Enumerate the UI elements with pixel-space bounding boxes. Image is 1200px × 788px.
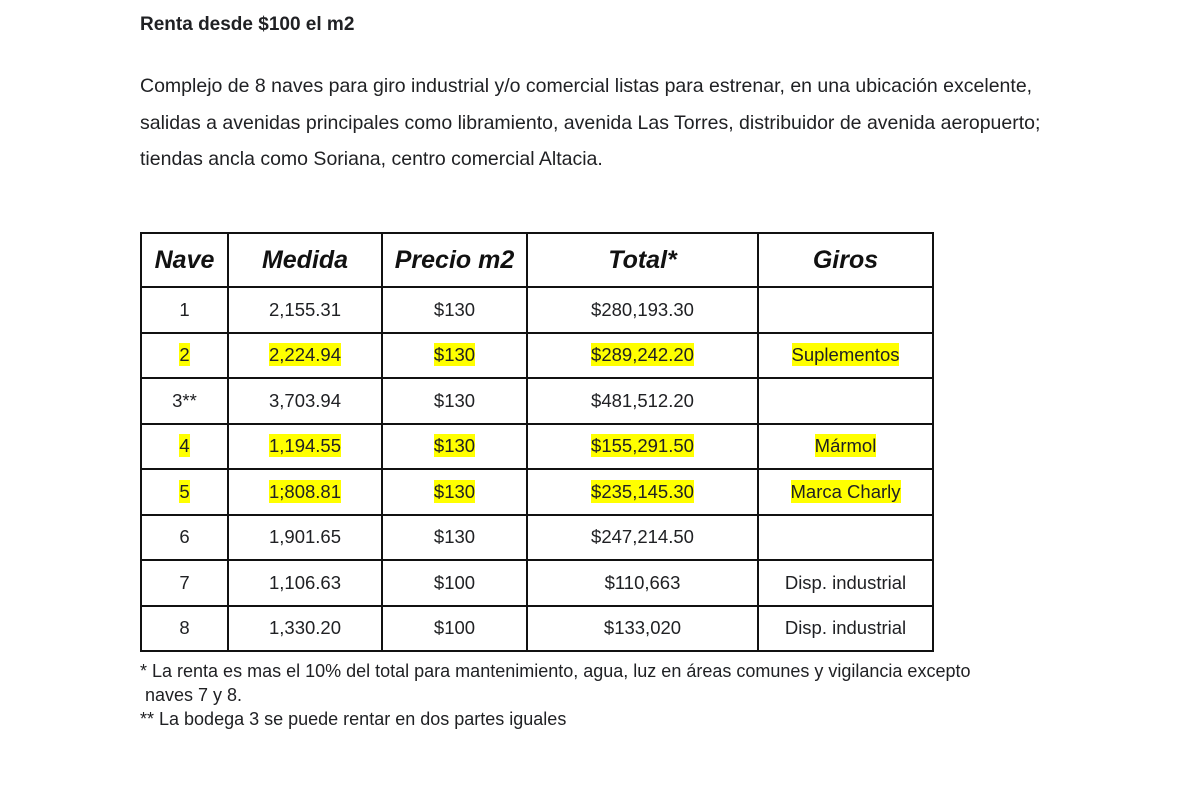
cell-medida [228, 560, 382, 606]
cell-precio [382, 515, 527, 561]
cell-medida-text: 1,106.63 [268, 571, 341, 593]
cell-precio-text: $130 [433, 526, 476, 548]
cell-precio [382, 333, 527, 379]
cell-nave-text: 7 [179, 571, 190, 593]
table-header-row [141, 233, 933, 287]
cell-total [527, 469, 758, 515]
cell-total-text: $110,663 [604, 571, 681, 593]
cell-medida-text: 1,901.65 [268, 526, 341, 548]
cell-nave-text: 8 [179, 617, 190, 639]
cell-medida [228, 333, 382, 379]
cell-total [527, 287, 758, 333]
cell-total-text: $133,020 [603, 617, 682, 639]
intro-paragraph: Complejo de 8 naves para giro industrial y/o comercial listas para estrenar, en una ubicación excelente, salidas a avenidas principales como libramiento, avenida Las Torres, distribuidor de avenida aeropuerto; tiendas ancla como Soriana, centro comercial Altacia. [140, 75, 1041, 170]
cell-nave-text: 5 [179, 480, 190, 502]
cell-nave [141, 378, 228, 424]
cell-giro-text: Mármol [814, 435, 877, 457]
cell-medida-text: 1,330.20 [268, 617, 341, 639]
cell-medida-text: 1,194.55 [268, 435, 341, 457]
cell-medida [228, 515, 382, 561]
footnote-total-continued: naves 7 y 8. [140, 685, 243, 705]
cell-total-text: $155,291.50 [591, 435, 694, 457]
cell-precio-text: $130 [433, 435, 476, 457]
cell-nave-text: 6 [179, 526, 190, 548]
cell-nave-text: 1 [179, 298, 190, 320]
header-giros: Giros [758, 233, 933, 287]
cell-nave [141, 606, 228, 652]
cell-giro [758, 560, 933, 606]
cell-precio-text: $100 [433, 617, 476, 639]
cell-precio-text: $130 [433, 344, 476, 366]
cell-precio-text: $130 [433, 480, 476, 502]
cell-medida-text: 2,155.31 [268, 298, 341, 320]
table-row [141, 560, 933, 606]
cell-nave [141, 560, 228, 606]
cell-total [527, 515, 758, 561]
header-nave: Nave [141, 233, 228, 287]
cell-giro-text: Disp. industrial [784, 617, 907, 639]
cell-nave [141, 287, 228, 333]
cell-medida [228, 606, 382, 652]
cell-giro-text: Suplementos [791, 344, 900, 366]
cell-total-text: $289,242.20 [591, 344, 694, 366]
cell-total [527, 378, 758, 424]
header-total: Total* [527, 233, 758, 287]
naves-table [140, 232, 934, 652]
cell-precio [382, 560, 527, 606]
cell-precio [382, 424, 527, 470]
cell-precio [382, 378, 527, 424]
cell-precio [382, 287, 527, 333]
table-row [141, 606, 933, 652]
cell-total [527, 424, 758, 470]
cell-medida [228, 424, 382, 470]
cell-giro [758, 333, 933, 379]
table-body [141, 287, 933, 651]
cell-nave [141, 424, 228, 470]
cell-nave [141, 469, 228, 515]
cell-total [527, 560, 758, 606]
cell-total-text: $280,193.30 [591, 298, 694, 320]
header-medida: Medida [228, 233, 382, 287]
cell-medida-text: 3,703.94 [268, 389, 341, 411]
cell-giro-text: Marca Charly [790, 480, 901, 502]
cell-giro-text: Disp. industrial [784, 571, 907, 593]
table-row [141, 333, 933, 379]
cell-giro [758, 515, 933, 561]
table-row [141, 469, 933, 515]
table-row [141, 287, 933, 333]
cell-precio [382, 606, 527, 652]
cell-medida-text: 2,224.94 [268, 344, 341, 366]
cell-total-text: $247,214.50 [591, 526, 694, 548]
cell-nave [141, 515, 228, 561]
cell-total-text: $481,512.20 [591, 389, 694, 411]
cell-total-text: $235,145.30 [591, 480, 694, 502]
cell-total [527, 333, 758, 379]
cell-giro [758, 287, 933, 333]
cell-giro [758, 378, 933, 424]
cell-precio-text: $130 [433, 389, 476, 411]
footnote-bodega-3: ** La bodega 3 se puede rentar en dos partes iguales [140, 709, 567, 729]
cell-total [527, 606, 758, 652]
footnotes [140, 659, 1100, 731]
table-row [141, 378, 933, 424]
footnote-total: * La renta es mas el 10% del total para mantenimiento, agua, luz en áreas comunes y vigilancia excepto [140, 661, 971, 681]
cell-nave-text: 3** [172, 389, 197, 411]
page-title: Renta desde $100 el m2 [140, 14, 355, 35]
cell-medida-text: 1;808.81 [268, 480, 341, 502]
table-row [141, 515, 933, 561]
cell-giro [758, 606, 933, 652]
cell-precio-text: $130 [433, 298, 476, 320]
cell-nave-text: 4 [179, 435, 190, 457]
cell-giro [758, 469, 933, 515]
cell-medida [228, 469, 382, 515]
table-row [141, 424, 933, 470]
cell-medida [228, 378, 382, 424]
cell-precio [382, 469, 527, 515]
cell-nave-text: 2 [179, 344, 190, 366]
cell-giro [758, 424, 933, 470]
cell-medida [228, 287, 382, 333]
cell-precio-text: $100 [433, 571, 476, 593]
cell-nave [141, 333, 228, 379]
header-precio-m2: Precio m2 [382, 233, 527, 287]
